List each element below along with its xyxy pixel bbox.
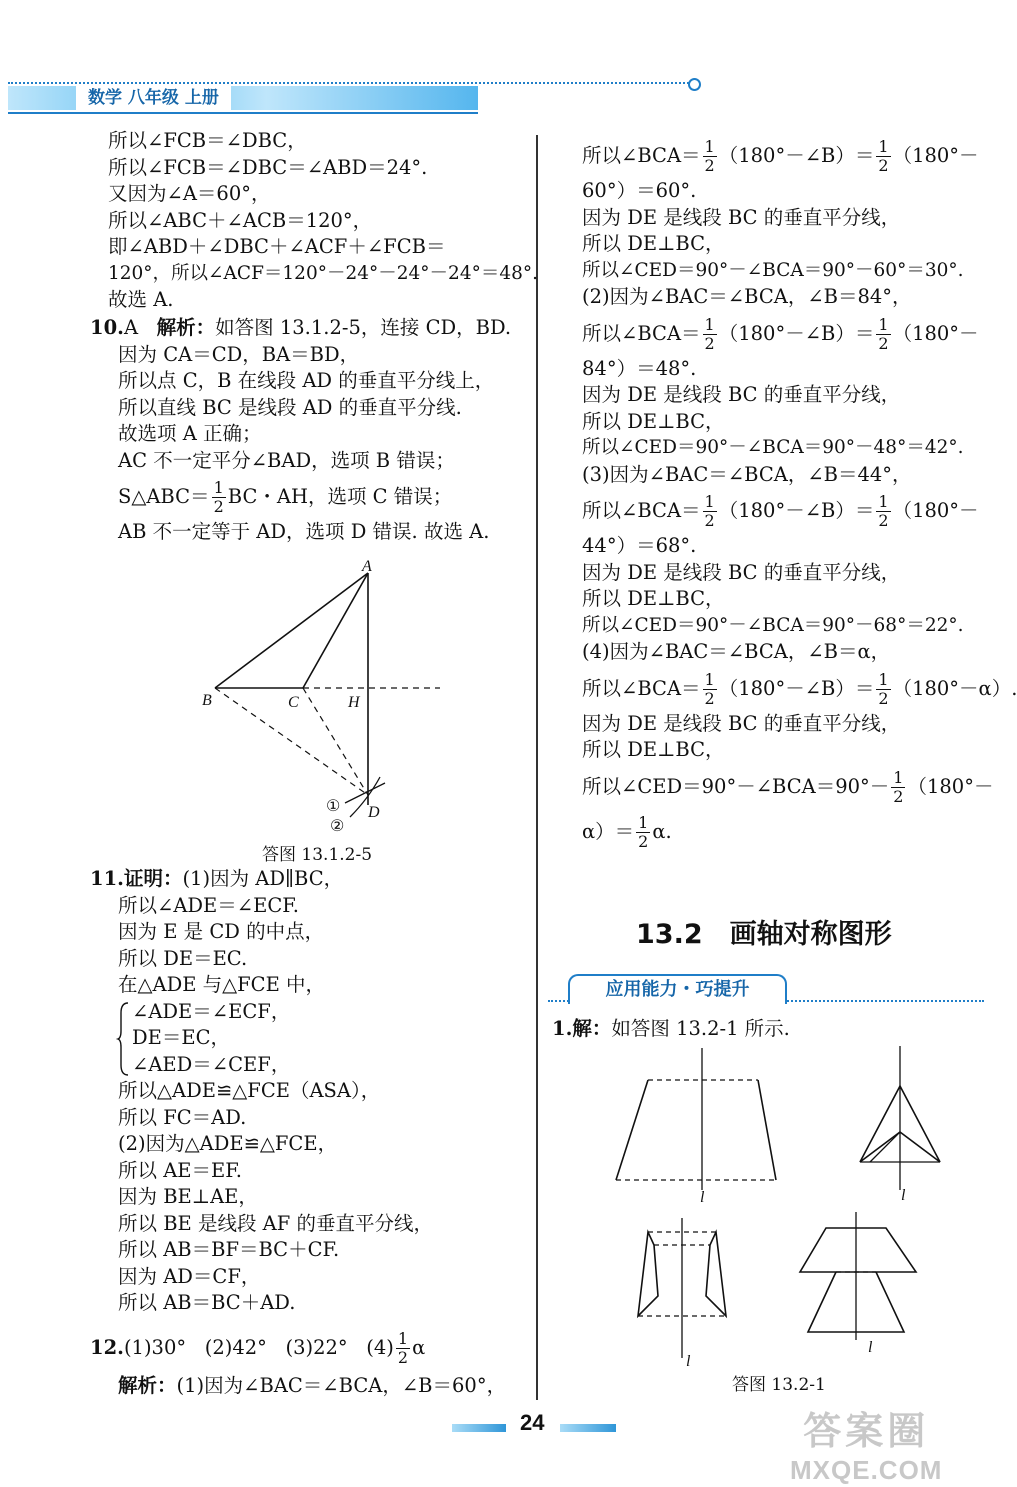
- watermark: 答案圈 MXQE.COM: [790, 1411, 943, 1485]
- axis-label-l: l: [686, 1353, 691, 1370]
- question-11: 11.证明：(1)因为 AD∥BC， 所以∠ADE＝∠ECF. 因为 E 是 CD 的中点， 所以 DE＝EC. 在△ADE 与△FCE 中， ∠ADE＝∠ECF， DE＝EC， ∠AED＝∠CEF， 所以△ADE≌△FCE（ASA）， 所以 FC＝AD. (2)因为△ADE≌△FCE， 所以 AE＝EF. 因为 BE⊥AE， 所以 BE 是线段 AF 的垂直平分线， 所以 AB＝BF＝BC＋CF. 因为 AD＝CF， 所以 AB＝BC＋AD.: [90, 866, 433, 1317]
- text-line: 所以 DE⊥BC，: [582, 738, 725, 761]
- question-10: [90, 315, 511, 546]
- q10-label: 解析：: [156, 316, 216, 339]
- text-line: 所以∠ABC＋∠ACB＝120°，: [108, 208, 373, 232]
- text-line: 因为 BE⊥AE，: [118, 1185, 258, 1208]
- math-line: 所以∠BCA＝ $\frac{1}{2}$ （180°－∠B）＝ $\frac{1}{2}$ （180°－: [582, 137, 979, 175]
- vase-figure: [638, 1218, 726, 1370]
- mark-2: ②: [330, 818, 345, 835]
- area-line: S△ABC＝ $\frac{1}{2}$ BC・AH，选项 C 错误；: [118, 478, 453, 516]
- math-line: 所以∠BCA＝ $\frac{1}{2}$ （180°－∠B）＝ $\frac{1}{2}$ （180°－: [582, 314, 979, 353]
- text-line: 所以∠CED＝90°－∠BCA＝90°－68°＝22°.: [582, 614, 964, 636]
- text-line: 因为 DE 是线段 BC 的垂直平分线，: [582, 711, 901, 735]
- label-C: C: [288, 694, 299, 711]
- text-line: (4)因为∠BAC＝∠BCA，∠B＝α，: [582, 640, 891, 663]
- text-line: (2)因为∠BAC＝∠BCA，∠B＝84°，: [582, 285, 912, 308]
- brace-system: [118, 999, 433, 1079]
- text-line: 又因为∠A＝60°，: [108, 182, 271, 205]
- text-line: 所以△ADE≌△FCE（ASA），: [118, 1079, 381, 1102]
- trapezoid-figure: [616, 1048, 776, 1206]
- section-tag: 应用能力・巧提升: [568, 974, 787, 1004]
- text-line: AB 不一定等于 AD，选项 D 错误. 故选 A.: [118, 520, 490, 543]
- label-B: B: [202, 692, 212, 709]
- q12-number: 12.: [90, 1336, 124, 1359]
- text-line: 因为 DE 是线段 BC 的垂直平分线，: [582, 383, 901, 406]
- text-line: 故选 A.: [108, 288, 174, 311]
- text-line: 所以 AE＝EF.: [118, 1158, 242, 1182]
- text-line: 在△ADE 与△FCE 中，: [118, 973, 326, 996]
- axis-label-l: l: [901, 1187, 906, 1204]
- label-D: D: [368, 804, 380, 821]
- page-number-decoration: [452, 1424, 506, 1432]
- text-line: 44°）＝68°.: [582, 534, 697, 557]
- text-line: 因为 AD＝CF，: [118, 1264, 261, 1288]
- q10-answer: A: [123, 316, 139, 339]
- text-line: 所以直线 BC 是线段 AD 的垂直平分线.: [118, 395, 462, 419]
- tree-figure: [800, 1212, 916, 1356]
- text-line: 因为 CA＝CD，BA＝BD，: [118, 342, 360, 366]
- text-line: 所以∠FCB＝∠DBC＝∠ABD＝24°.: [108, 155, 428, 179]
- page-number: 24: [520, 1410, 545, 1435]
- q11-number: 11.: [90, 867, 124, 890]
- header-underline: [8, 112, 478, 114]
- text-line: 所以 BE 是线段 AF 的垂直平分线，: [118, 1211, 433, 1235]
- text-line: AC 不一定平分∠BAD，选项 B 错误；: [118, 448, 455, 472]
- section-title: 13.2 画轴对称图形: [636, 919, 892, 950]
- text-line: 因为 DE 是线段 BC 的垂直平分线，: [582, 560, 901, 584]
- column-divider: [536, 135, 538, 1400]
- text-line: 120°，所以∠ACF＝120°－24°－24°－24°＝48°.: [108, 262, 539, 284]
- text-line: 所以∠CED＝90°－∠BCA＝90°－48°＝42°.: [582, 437, 964, 458]
- text-line: 故选项 A 正确；: [118, 422, 262, 445]
- label-H: H: [348, 694, 360, 711]
- math-line: 所以∠BCA＝ $\frac{1}{2}$ （180°－∠B）＝ $\frac{1}{2}$ （180°－: [582, 492, 979, 530]
- question-1: 1.解：如答图 13.2-1 所示.: [552, 1017, 790, 1040]
- axis-label-l: l: [700, 1189, 705, 1206]
- arrow-figure: [860, 1046, 940, 1204]
- text-line: (2)因为△ADE≌△FCE，: [118, 1132, 338, 1155]
- mark-1: ①: [326, 798, 341, 815]
- q1-number: 1.: [552, 1017, 573, 1040]
- text-line: 所以 DE＝EC.: [118, 946, 248, 970]
- label-A: A: [362, 558, 372, 575]
- header-end-dot: [688, 78, 701, 91]
- left-top-block: [108, 128, 538, 314]
- figure-caption: 答图 13.2-1: [732, 1375, 826, 1395]
- text-line: 即∠ABD＋∠DBC＋∠ACF＋∠FCB＝: [108, 235, 446, 258]
- text-line: 所以点 C，B 在线段 AD 的垂直平分线上，: [118, 369, 495, 392]
- page-number-decoration: [560, 1424, 616, 1432]
- brace-line: ∠ADE＝∠ECF，: [132, 999, 291, 1023]
- figure-caption: 答图 13.1.2-5: [262, 845, 373, 865]
- text-line: 所以 AB＝BF＝BC＋CF.: [118, 1238, 340, 1261]
- header-dotted-line: [8, 82, 693, 84]
- text-line: 所以 DE⊥BC，: [582, 587, 725, 610]
- brace-line: ∠AED＝∠CEF，: [132, 1052, 291, 1076]
- right-column: [582, 133, 1017, 854]
- text-line: 因为 E 是 CD 的中点，: [118, 920, 325, 943]
- figure-13-1-2-5: [190, 555, 450, 840]
- text-line: 所以 DE⊥BC，: [582, 232, 725, 255]
- figure-13-2-1: [600, 1040, 980, 1370]
- fraction: $\frac{1}{2}$: [397, 1329, 409, 1367]
- text-line: 所以∠ADE＝∠ECF.: [118, 893, 299, 917]
- text-line: 所以 FC＝AD.: [118, 1105, 247, 1129]
- axis-label-l: l: [868, 1339, 873, 1356]
- text-line: 所以 AB＝BC＋AD.: [118, 1291, 296, 1314]
- fraction: $\frac{1}{2}$: [213, 478, 224, 516]
- math-line: α）＝ $\frac{1}{2}$ α.: [582, 812, 672, 851]
- text-line: 84°）＝48°.: [582, 356, 697, 380]
- math-line: 所以∠BCA＝ $\frac{1}{2}$ （180°－∠B）＝ $\frac{1}{2}$ （180°－α）.: [582, 669, 1017, 708]
- q10-text: 如答图 13.1.2-5，连接 CD，BD.: [215, 316, 512, 339]
- q12-label: 解析：: [118, 1374, 177, 1397]
- text-line: 因为 DE 是线段 BC 的垂直平分线，: [582, 205, 901, 229]
- question-12: 12.(1)30° (2)42° (3)22° (4) $\frac{1}{2}$ α 解析：(1)因为∠BAC＝∠BCA，∠B＝60°，: [90, 1329, 507, 1397]
- text-line: 所以∠CED＝90°－∠BCA＝90°－60°＝30°.: [582, 259, 964, 281]
- text-line: 60°）＝60°.: [582, 179, 697, 202]
- brace-line: DE＝EC，: [132, 1026, 231, 1049]
- math-line: 所以∠CED＝90°－∠BCA＝90°－ $\frac{1}{2}$ （180°－: [582, 767, 994, 806]
- text-line: 所以 DE⊥BC，: [582, 409, 725, 433]
- q11-label: 证明：: [123, 867, 183, 890]
- q1-label: 解：: [572, 1017, 612, 1040]
- text-line: (3)因为∠BAC＝∠BCA，∠B＝44°，: [582, 462, 912, 486]
- q10-number: 10.: [90, 316, 124, 339]
- text-line: 所以∠FCB＝∠DBC，: [108, 129, 307, 152]
- book-title: 数学 八年级 上册: [76, 86, 231, 110]
